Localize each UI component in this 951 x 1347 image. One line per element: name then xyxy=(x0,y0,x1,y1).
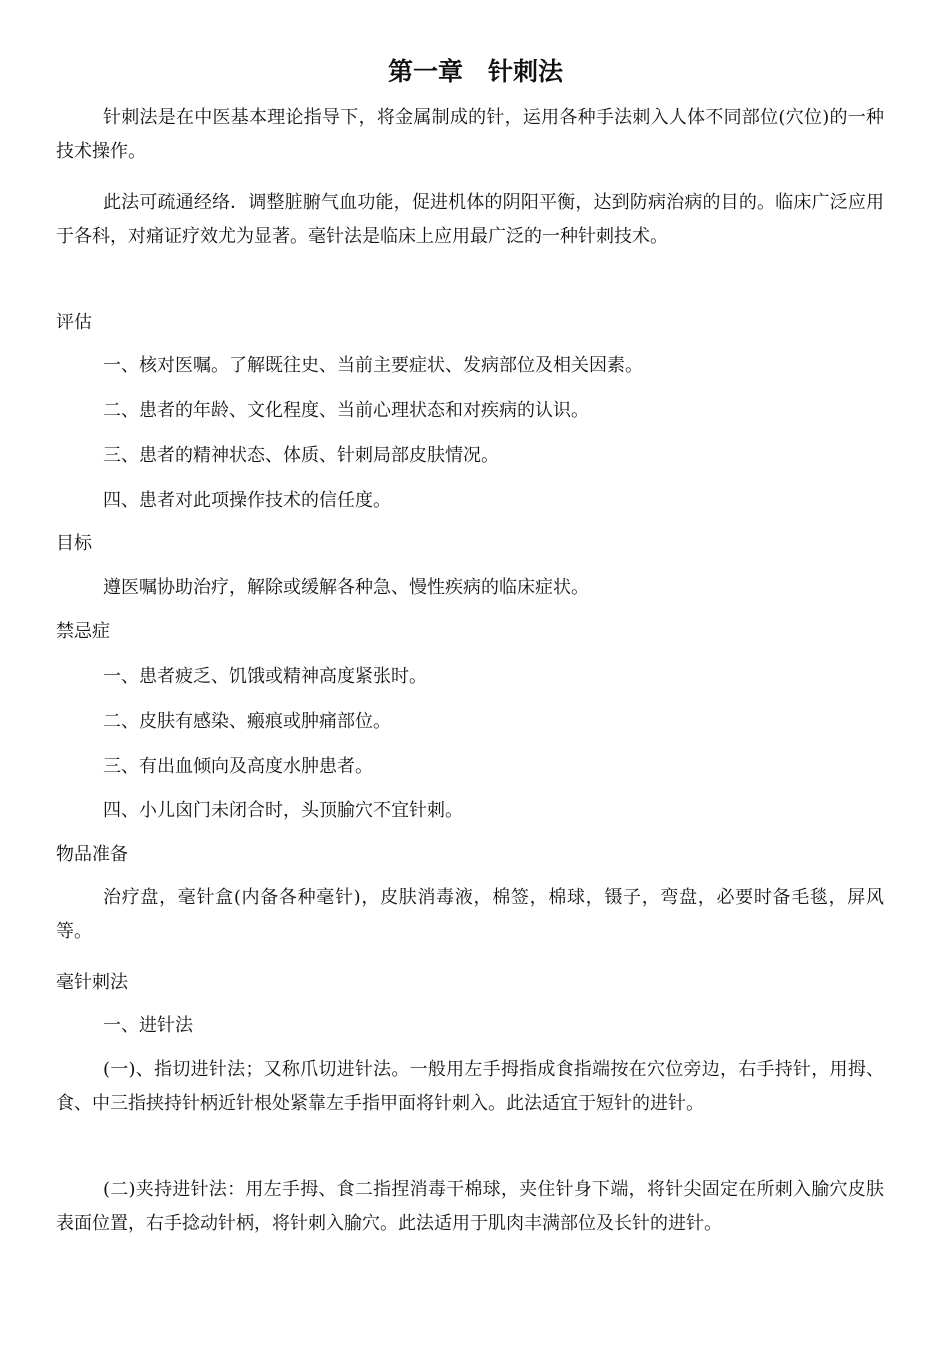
intro-paragraph-2: 此法可疏通经络．调整脏腑气血功能，促进机体的阴阳平衡，达到防病治病的目的。临床广泛应用于各科，对痛证疗效尤为显著。毫针法是临床上应用最广泛的一种针刺技术。 xyxy=(56,192,884,247)
section-heading-supplies: 物品准备 xyxy=(56,844,128,865)
contraindication-item-1: 一、患者疲乏、饥饿或精神高度紧张时。 xyxy=(103,666,427,687)
fingernail-press-insertion-paragraph: (一)、指切进针法；又称爪切进针法。一般用左手拇指成食指端按在穴位旁边，右手持针，用拇、食、中三指挟持针柄近针根处紧靠左手指甲面将针刺入。此法适宜于短针的进针。 xyxy=(56,1059,884,1114)
assessment-item-2: 二、患者的年龄、文化程度、当前心理状态和对疾病的认识。 xyxy=(103,400,589,421)
chapter-title: 第一章 针刺法 xyxy=(387,57,563,86)
intro-paragraph-1: 针刺法是在中医基本理论指导下，将金属制成的针，运用各种手法刺入人体不同部位(穴位)的一种技术操作。 xyxy=(56,107,884,162)
section-heading-goal: 目标 xyxy=(56,533,92,554)
section-heading-contraindications: 禁忌症 xyxy=(56,621,110,642)
contraindication-item-4: 四、小儿囟门未闭合时，头顶腧穴不宜针刺。 xyxy=(103,800,463,821)
pinching-insertion-paragraph: (二)夹持进针法：用左手拇、食二指捏消毒干棉球，夹住针身下端，将针尖固定在所刺入腧穴皮肤表面位置，右手捻动针柄，将针刺入腧穴。此法适用于肌肉丰满部位及长针的进针。 xyxy=(56,1179,884,1234)
section-heading-assessment: 评估 xyxy=(56,312,92,333)
contraindication-item-2: 二、皮肤有感染、瘢痕或肿痛部位。 xyxy=(103,711,391,732)
supplies-paragraph: 治疗盘，毫针盒(内备各种毫针)，皮肤消毒液，棉签，棉球，镊子，弯盘，必要时备毛毯，屏风等。 xyxy=(56,887,884,942)
assessment-item-1: 一、核对医嘱。了解既往史、当前主要症状、发病部位及相关因素。 xyxy=(103,355,643,376)
contraindication-item-3: 三、有出血倾向及高度水肿患者。 xyxy=(103,756,373,777)
assessment-item-3: 三、患者的精神状态、体质、针刺局部皮肤情况。 xyxy=(103,445,499,466)
goal-item-1: 遵医嘱协助治疗，解除或缓解各种急、慢性疾病的临床症状。 xyxy=(103,577,589,598)
assessment-item-4: 四、患者对此项操作技术的信任度。 xyxy=(103,490,391,511)
section-heading-filiform-needling: 毫针刺法 xyxy=(56,972,128,993)
needle-insertion-subheading: 一、进针法 xyxy=(103,1015,193,1036)
